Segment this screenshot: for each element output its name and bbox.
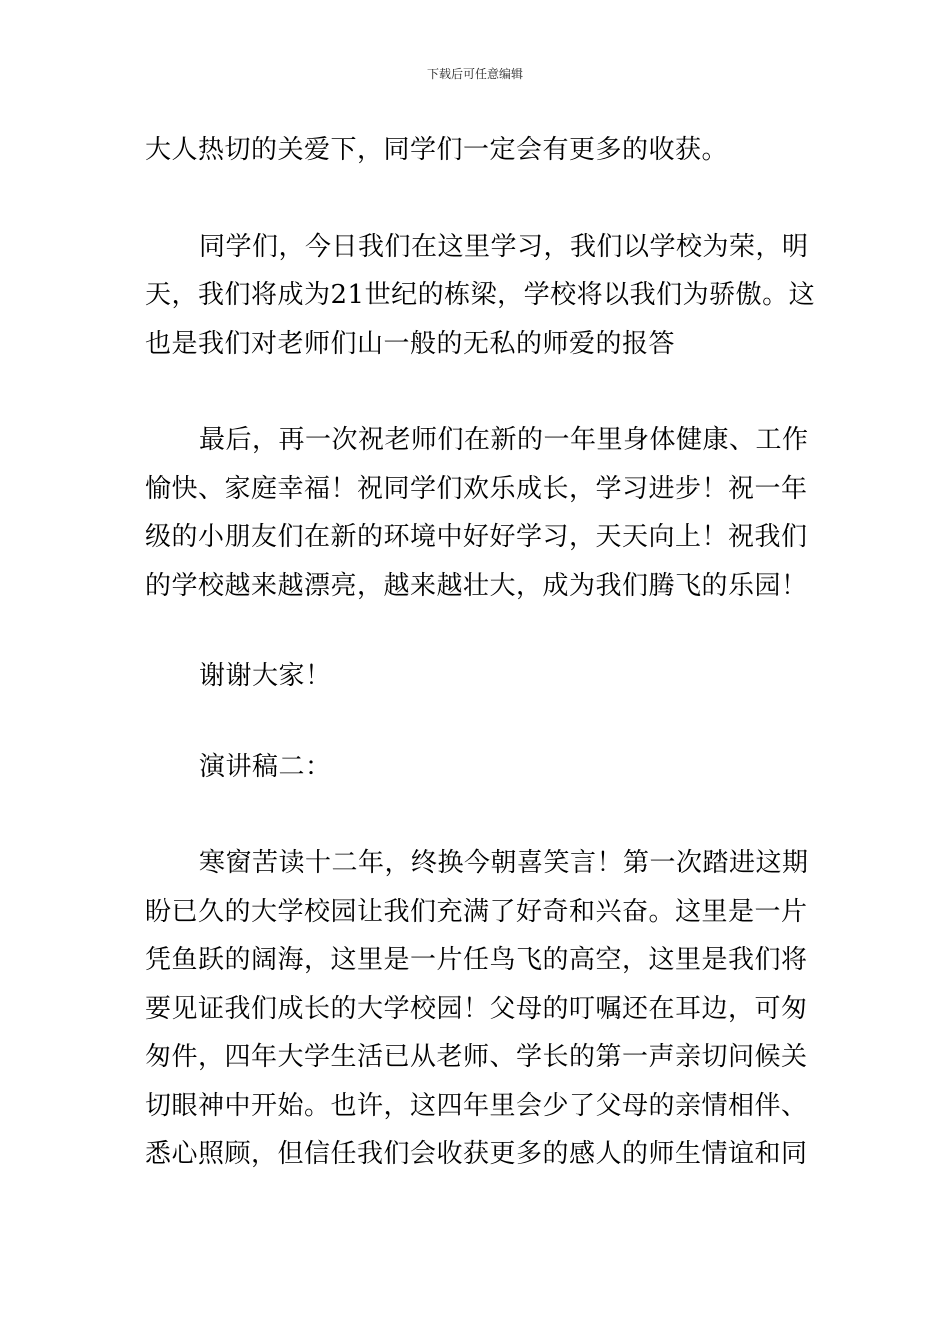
text-line: 级的小朋友们在新的环境中好好学习，天天向上！祝我们 xyxy=(145,522,808,552)
text-line: 寒窗苦读十二年，终换今朝喜笑言！第一次踏进这期 xyxy=(199,848,809,878)
text-line: 也是我们对老师们山一般的无私的师爱的报答 xyxy=(145,328,676,359)
text-line: 匆件，四年大学生活已从老师、学长的第一声亲切问候关 xyxy=(145,1042,808,1072)
text-line: 悉心照顾，但信任我们会收获更多的感人的师生情谊和同 xyxy=(145,1139,808,1169)
text-line: 愉快、家庭幸福！祝同学们欢乐成长，学习进步！祝一年 xyxy=(145,473,808,504)
paragraph-3 xyxy=(145,416,807,610)
text-line: 凭鱼跃的阔海，这里是一片任鸟飞的高空，这里是我们将 xyxy=(145,945,808,975)
text-line: 要见证我们成长的大学校园！父母的叮嘱还在耳边，可匆 xyxy=(145,993,808,1024)
text-line: 切眼神中开始。也许，这四年里会少了父母的亲情相伴、 xyxy=(145,1090,808,1121)
text-line: 最后，再一次祝老师们在新的一年里身体健康、工作 xyxy=(199,425,809,455)
text-line: 谢谢大家！ xyxy=(199,661,332,691)
section-heading xyxy=(145,743,807,792)
text-line: 大人热切的关爱下，同学们一定会有更多的收获。 xyxy=(145,135,729,165)
text-line: 的学校越来越漂亮，越来越壮大，成为我们腾飞的乐园！ xyxy=(145,570,808,601)
paragraph-4 xyxy=(145,839,807,1179)
paragraph-2 xyxy=(145,223,816,369)
text-line: 盼已久的大学校园让我们充满了好奇和兴奋。这里是一片 xyxy=(145,896,808,927)
paragraph-thanks xyxy=(145,652,807,701)
text-line: 天，我们将成为21世纪的栋梁，学校将以我们为骄傲。这 xyxy=(145,280,816,310)
document-body xyxy=(145,126,816,1179)
paragraph-1 xyxy=(145,126,807,175)
text-line: 同学们，今日我们在这里学习，我们以学校为荣，明 xyxy=(199,231,809,262)
page-header: 下载后可任意编辑 xyxy=(426,67,523,81)
text-line: 演讲稿二： xyxy=(199,751,332,782)
